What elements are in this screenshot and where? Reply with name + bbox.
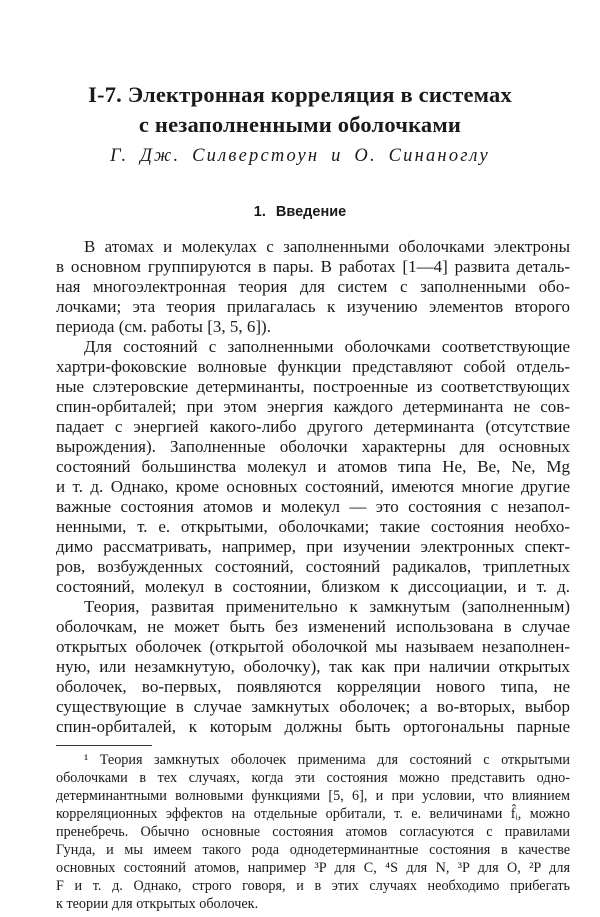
footnote-line: оболочками в тех случаях, когда эти состояния можно представить одно- — [56, 770, 570, 786]
body-line: ная многоэлектронная теория для систем с заполненными обо- — [56, 277, 570, 296]
body-line: хартри-фоковские волновые функции представляют собой отдель- — [56, 357, 570, 376]
body-line: ную, или незамкнутую, оболочку), так как при наличии открытых — [56, 657, 570, 676]
section-heading: 1. Введение — [253, 204, 347, 220]
body-line: димо рассматривать, например, при изучении электронных спект- — [56, 537, 570, 556]
chapter-title-line-1: I-7. Электронная корреляция в системах — [88, 82, 512, 107]
authors: Г. Дж. Силверстоун и О. Синаноглу — [110, 146, 490, 166]
body-line: и т. д. Однако, кроме основных состояний, имеются многие другие — [56, 477, 570, 496]
footnote-line: Гунда, и мы имеем такого рода однодетерминантные состояния в качестве — [56, 842, 570, 858]
body-line: открытых оболочек (открытой оболочкой мы называем незаполнен- — [56, 637, 570, 656]
body-line: В атомах и молекулах с заполненными оболочками электроны — [84, 237, 570, 256]
body-line: состояний большинства молекул и атомов типа He, Be, Ne, Mg — [56, 457, 570, 476]
footnote-line: к теории для открытых оболочек. — [56, 896, 259, 912]
footnote-line: корреляционных эффектов на отдельные орбитали, т. е. величинами f̂ᵢ, можно — [56, 806, 570, 822]
body-line: вырождения). Заполненные оболочки характерны для основных — [56, 437, 570, 456]
body-line: ные слэтеровские детерминанты, построенные из соответствующих — [56, 377, 570, 396]
body-line: Для состояний с заполненными оболочками соответствующие — [84, 337, 570, 356]
footnote-line: ¹ Теория замкнутых оболочек применима для состояний с открытыми — [84, 752, 570, 768]
body-line: периода (см. работы [3, 5, 6]). — [56, 317, 271, 336]
body-line: оболочкам, не может быть без изменений использована в случае — [56, 617, 570, 636]
body-line: спин-орбиталей; при этом энергия каждого детерминанта не сов- — [56, 397, 570, 416]
body-line: существующие в случае замкнутых оболочек; а во-вторых, выбор — [56, 697, 570, 716]
body-line: состояний, молекул в состоянии, близком к диссоциации, и т. д. — [56, 577, 570, 596]
body-line: важные состояния атомов и молекул — это состояния с незапол- — [56, 497, 570, 516]
footnote-line: основных состояний атомов, например ³P для C, ⁴S для N, ³P для O, ²P для — [56, 860, 570, 876]
body-line: оболочек, во-первых, появляются корреляции нового типа, не — [56, 677, 570, 696]
body-line: в основном группируются в пары. В работах [1—4] развита деталь- — [56, 257, 570, 276]
body-line: спин-орбиталей, к которым должны быть ортогональны парные — [56, 717, 570, 736]
body-line: Теория, развитая применительно к замкнутым (заполненным) — [84, 597, 570, 616]
chapter-title-line-2: с незаполненными оболочками — [138, 112, 462, 137]
body-line: лочками; эта теория прилагалась к изучению элементов второго — [56, 297, 570, 316]
footnote-line: F и т. д. Однако, строго говоря, и в этих случаях необходимо прибегать — [56, 878, 570, 894]
footnote-line: детерминантными волновыми функциями [5, 6], и при условии, что влиянием — [56, 788, 570, 804]
footnote-line: пренебречь. Обычно основные состояния атомов согласуются с правилами — [56, 824, 570, 840]
body-line: ров, возбужденных состояний, состояний радикалов, триплетных — [56, 557, 570, 576]
footnote-rule — [56, 745, 152, 746]
body-line: падает с энергией какого-либо другого детерминанта (отсутствие — [56, 417, 570, 436]
body-line: ненными, т. е. открытыми, оболочками; такие состояния необхо- — [56, 517, 570, 536]
